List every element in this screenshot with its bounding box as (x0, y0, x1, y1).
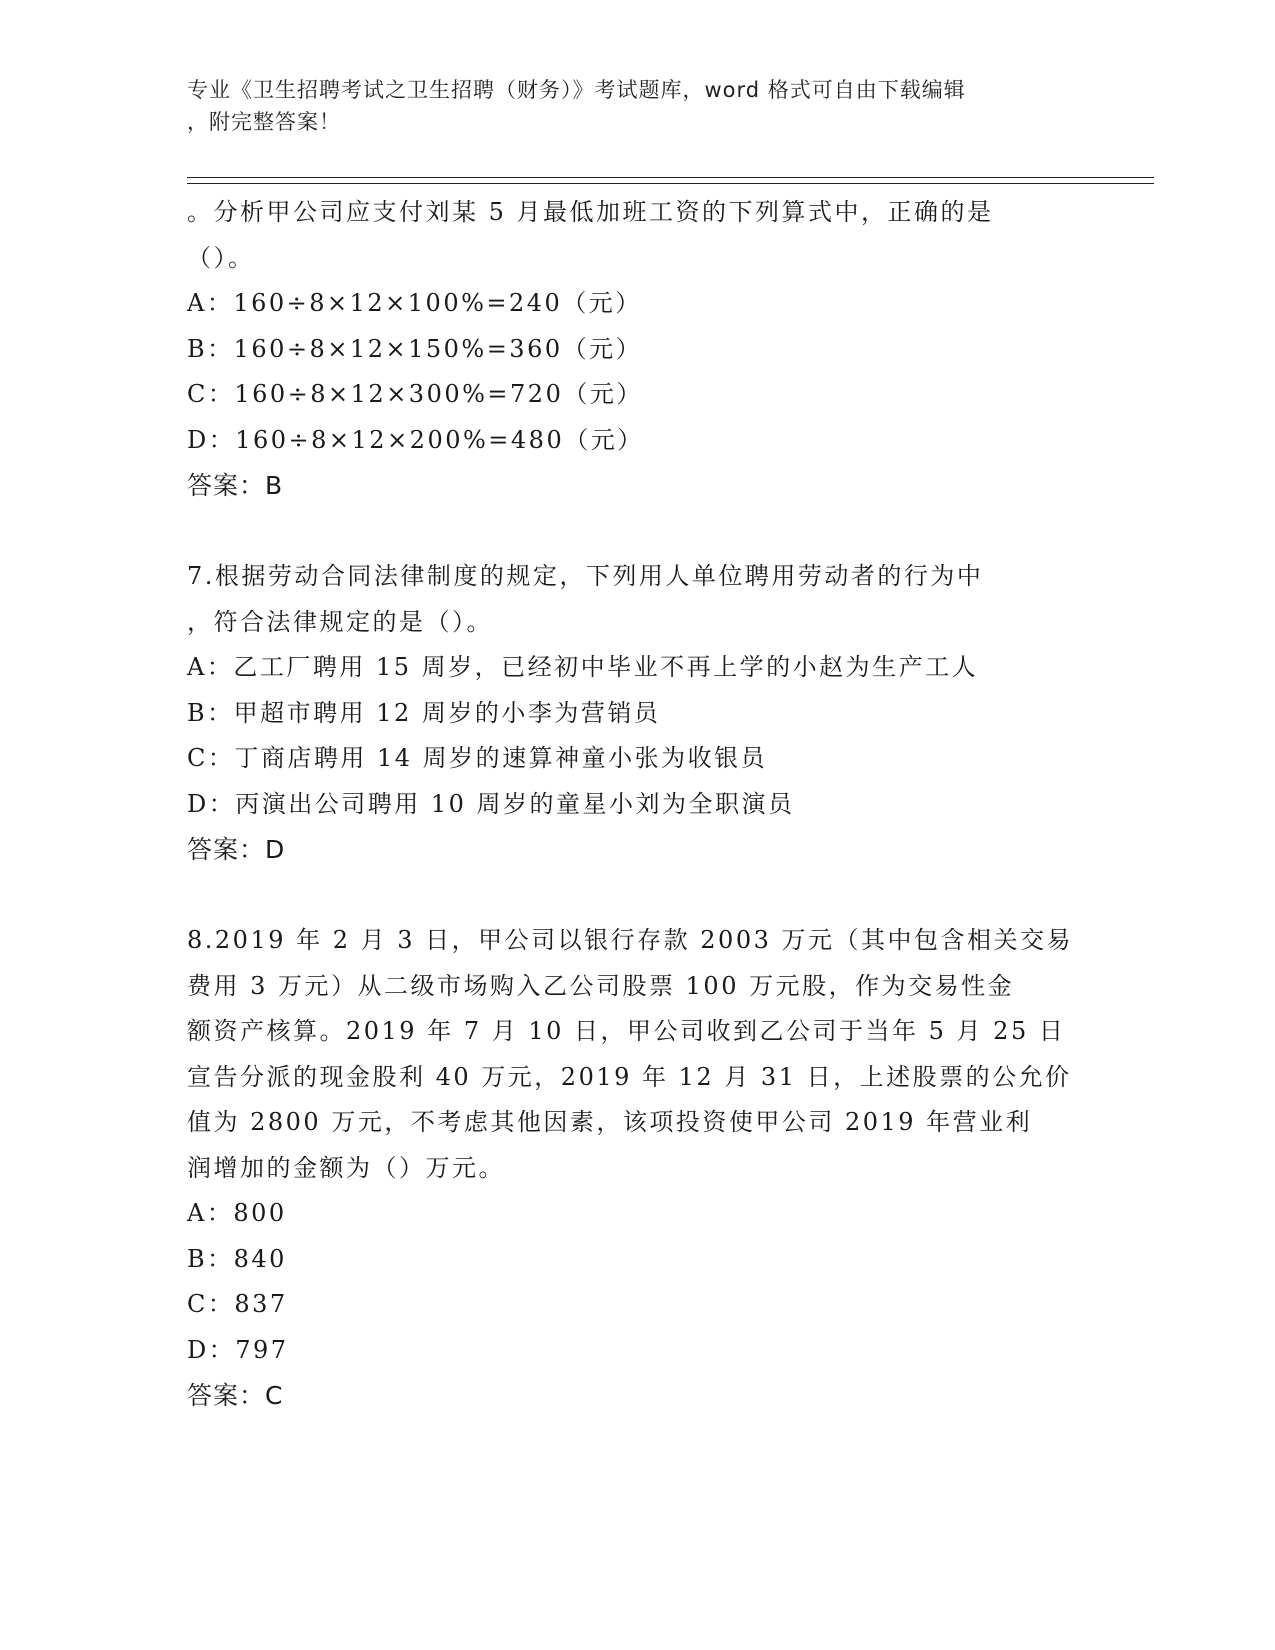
header-line-1: 专业《卫生招聘考试之卫生招聘（财务）》考试题库，word 格式可自由下载编辑 (187, 78, 966, 102)
question-8 (187, 918, 1087, 1419)
option-a: A：乙工厂聘用 15 周岁，已经初中毕业不再上学的小赵为生产工人 (187, 653, 979, 681)
option-a: A：800 (187, 1199, 287, 1227)
question-stem-line: （）。 (187, 243, 255, 272)
question-stem-line: 8.2019 年 2 月 3 日，甲公司以银行存款 2003 万元（其中包含相关交易 (187, 926, 1073, 954)
answer-line: 答案：D (187, 835, 286, 864)
header-line-2: ，附完整答案！ (187, 110, 341, 134)
question-stem-line: 宣告分派的现金股利 40 万元，2019 年 12 月 31 日，上述股票的公允价 (187, 1062, 1072, 1091)
question-stem-line: 费用 3 万元）从二级市场购入乙公司股票 100 万元股，作为交易性金 (187, 971, 1015, 1000)
option-c: C：160÷8×12×300%=720（元） (187, 380, 643, 408)
question-stem-line: 额资产核算。2019 年 7 月 10 日，甲公司收到乙公司于当年 5 月 25 日 (187, 1017, 1066, 1045)
answer-line: 答案：B (187, 471, 284, 500)
option-b: B：甲超市聘用 12 周岁的小李为营销员 (187, 698, 661, 727)
question-7 (187, 554, 1087, 873)
option-d: D：797 (187, 1335, 289, 1364)
question-list (187, 190, 1087, 1419)
answer-line: 答案：C (187, 1381, 284, 1410)
option-b: B：840 (187, 1244, 287, 1273)
question-stem-line: ，符合法律规定的是（）。 (187, 607, 493, 636)
question-stem-line: 。分析甲公司应支付刘某 5 月最低加班工资的下列算式中，正确的是 (187, 198, 994, 226)
question-stem-line: 值为 2800 万元，不考虑其他因素，该项投资使甲公司 2019 年营业利 (187, 1108, 1033, 1136)
option-d: D：丙演出公司聘用 10 周岁的童星小刘为全职演员 (187, 789, 795, 818)
option-d: D：160÷8×12×200%=480（元） (187, 425, 644, 454)
option-c: C：丁商店聘用 14 周岁的速算神童小张为收银员 (187, 744, 768, 772)
question-6 (187, 190, 1087, 509)
option-c: C：837 (187, 1290, 288, 1318)
question-stem-line: 7.根据劳动合同法律制度的规定，下列用人单位聘用劳动者的行为中 (187, 562, 984, 590)
document-header (187, 74, 1087, 138)
question-stem-line: 润增加的金额为（）万元。 (187, 1153, 505, 1182)
header-divider (187, 177, 1154, 184)
option-a: A：160÷8×12×100%=240（元） (187, 289, 642, 317)
option-b: B：160÷8×12×150%=360（元） (187, 334, 643, 363)
